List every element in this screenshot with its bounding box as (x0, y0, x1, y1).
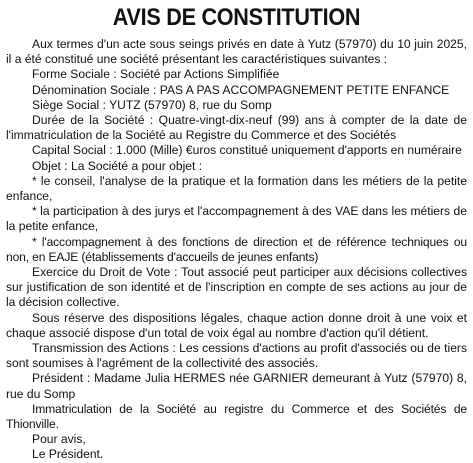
purpose-heading: Objet : La Société a pour objet : (32, 158, 203, 173)
purpose-item-consulting: * le conseil, l'analyse de la pratique et la formation dans les métiers de la petite enfance, (6, 173, 467, 204)
signature-president: Le Président. (32, 447, 104, 462)
purpose-item-management: * l'accompagnement à des fonctions de direction et de référence techniques ou non, en EAJE (établissements d'accueils de jeunes enfants) (6, 234, 467, 264)
share-capital: Capital Social : 1.000 (Mille) €uros constitué uniquement d'apports en numéraire (32, 143, 462, 158)
closing-for-notice: Pour avis, (32, 432, 86, 447)
share-transfer: Transmission des Actions : Les cessions d'actions au profit d'associés ou de tiers sont soumises à l'agrément de la collectivité des associés. (6, 341, 467, 371)
notice-title: AVIS DE CONSTITUTION (112, 4, 361, 31)
company-name: Dénomination Sociale : PAS A PAS ACCOMPAGNEMENT PETITE ENFANCE (32, 82, 450, 97)
president: Président : Madame Julia HERMES née GARNIER demeurant à Yutz (57970) 8, rue du Somp (6, 371, 467, 401)
legal-form: Forme Sociale : Société par Actions Simplifiée (32, 67, 280, 82)
registration: Immatriculation de la Société au registre du Commerce et des Sociétés de Thionville. (6, 401, 467, 432)
registered-office: Siège Social : YUTZ (57970) 8, rue du Somp (32, 97, 272, 112)
notice-body (6, 37, 467, 463)
voting-reserve: Sous réserve des dispositions légales, chaque action donne droit à une voix et chaque associé dispose d'un total de voix égal au nombre d'action qu'il détient. (6, 310, 467, 340)
company-duration: Durée de la Société : Quatre-vingt-dix-neuf (99) ans à compter de la date de l'immatriculation de la Société au Registre du Commerce et des Sociétés (6, 113, 467, 143)
intro-paragraph: Aux termes d'un acte sous seings privés en date à Yutz (57970) du 10 juin 2025, il a été constitué une société présentant les caractéristiques suivantes : (6, 37, 467, 67)
purpose-item-juries: * la participation à des jurys et l'accompagnement à des VAE dans les métiers de la petite enfance, (6, 204, 467, 234)
voting-rights: Exercice du Droit de Vote : Tout associé peut participer aux décisions collectives sur justification de son identité et de l'inscription en compte de ses actions au jour de la décision collective. (6, 265, 467, 310)
